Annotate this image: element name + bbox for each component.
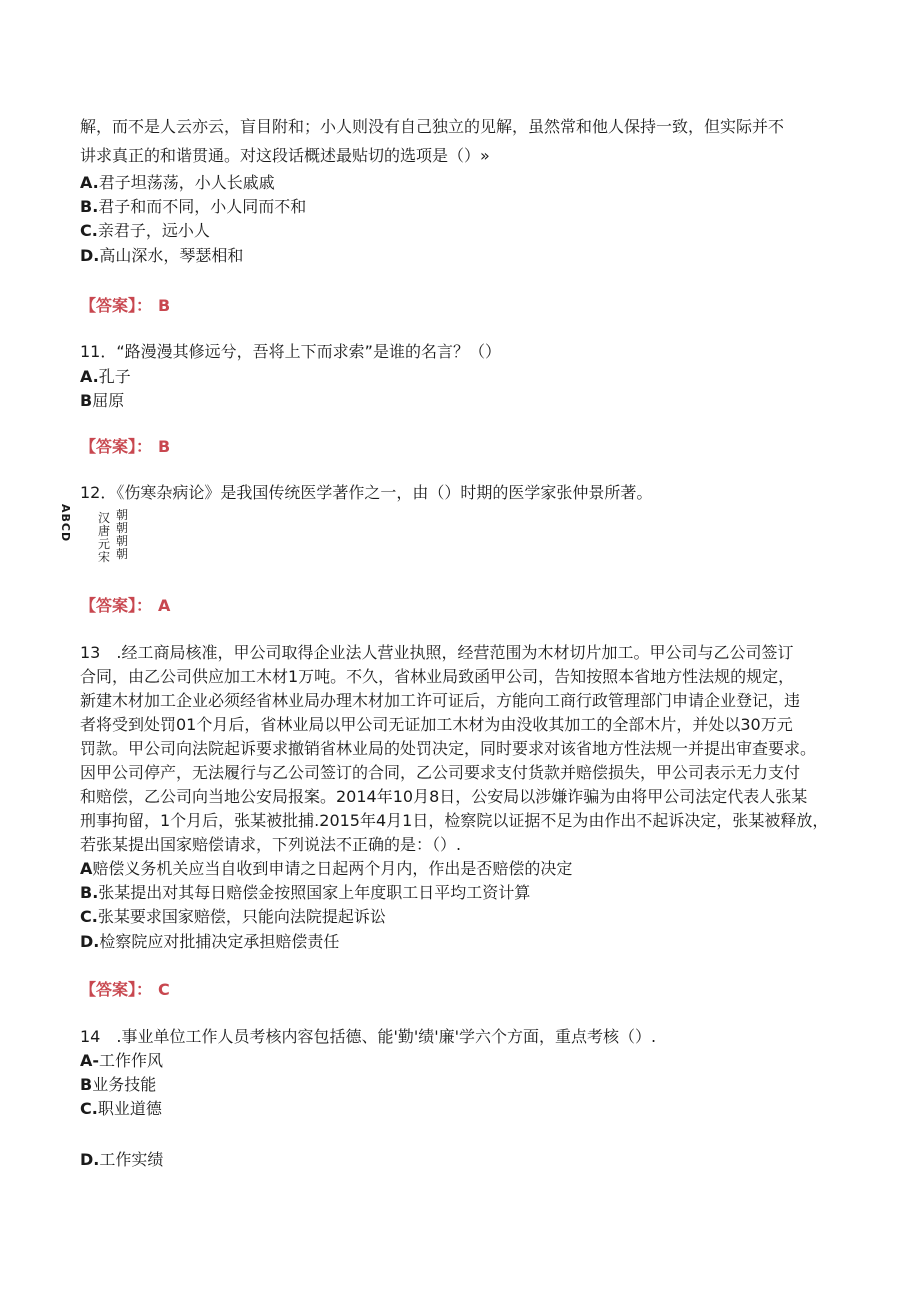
q11-option-b [80,390,840,412]
q10-option-d [80,245,840,267]
q13-answer [80,979,170,1001]
q13-stem-line5: 罚款。甲公司向法院起诉要求撤销省林业局的处罚决定，同时要求对该省地方性法规一并提出审查要求。 [80,739,817,758]
q14-option-d [80,1149,840,1171]
option-key: B [80,391,93,410]
q13-stem-line9: 若张某提出国家赔偿请求，下列说法不正确的是：（）. [80,835,462,854]
option-key: B. [80,883,99,902]
option-key: A. [80,173,99,192]
q12-option-b-text: 唐 [98,524,111,538]
q10-option-c [80,220,840,242]
q12-option-d-text: 宋 [98,550,111,564]
q13-stem-line6: 因甲公司停产，无法履行与乙公司签订的合同，乙公司要求支付货款并赔偿损失，甲公司表示无力支付 [80,763,801,782]
q12-option-keys: ABCD [59,504,72,543]
option-text: 孔子 [98,367,131,386]
option-text: 工作作风 [99,1051,164,1070]
q13-option-a [80,858,840,880]
option-text: 赔偿义务机关应当自收到申请之日起两个月内，作出是否赔偿的决定 [92,859,573,878]
q12-answer [80,595,170,617]
q11-stem: 11．“路漫漫其修远兮，吾将上下而求索”是谁的名言？（） [80,342,501,361]
q10-stem-line1: 解，而不是人云亦云，盲目附和；小人则没有自己独立的见解，虽然常和他人保持一致，但实际并不 [80,117,785,136]
q13-stem-line2: 合同，由乙公司供应加工木材1万吨。不久，省林业局致函甲公司，告知按照本省地方性法规的规定， [80,667,795,686]
option-text: 张某提出对其每日赔偿金按照国家上年度职工日平均工资计算 [98,883,531,902]
option-key: D. [80,246,100,265]
q12-stem: 12．《伤寒杂病论》是我国传统医学著作之一，由（）时期的医学家张仲景所著。 [80,483,653,502]
q11-answer [80,436,170,458]
option-text: 君子坦荡荡，小人长戚戚 [98,173,275,192]
answer-label: 【答案】： [80,980,153,999]
q12-option-c-suffix: 朝 [116,534,129,548]
option-text: 工作实绩 [99,1150,164,1169]
answer-letter: C [158,980,170,999]
option-key: B [80,1075,93,1094]
q12-option-a-text: 汉 [98,511,111,525]
option-text: 检察院应对批捕决定承担赔偿责任 [99,932,340,951]
q10-option-a [80,172,840,194]
option-key: C. [80,1099,98,1118]
answer-label: 【答案】： [80,437,153,456]
option-key: D. [80,1150,100,1169]
q12-option-b-suffix: 朝 [116,521,129,535]
q12-option-a-suffix: 朝 [116,508,129,522]
q13-stem-line7: 和赔偿，乙公司向当地公安局报案。2014年10月8日，公安局以涉嫌诈骗为由将甲公司法定代表人张某 [80,787,808,806]
q12-option-d-suffix: 朝 [116,547,129,561]
q13-option-c [80,906,840,928]
q12-option-c-text: 元 [98,537,111,551]
option-key: C. [80,907,98,926]
q10-answer [80,295,170,317]
option-text: 君子和而不同，小人同而不和 [98,197,307,216]
option-key: C. [80,221,98,240]
q13-stem-line3: 新建木材加工企业必须经省林业局办理木材加工许可证后，方能向工商行政管理部门申请企业登记，违 [80,691,801,710]
option-text: 业务技能 [92,1075,157,1094]
option-text: 职业道德 [97,1099,162,1118]
q10-option-b [80,196,840,218]
q13-stem-line1: 13 .经工商局核准，甲公司取得企业法人营业执照，经营范围为木材切片加工。甲公司与乙公司签订 [80,643,794,662]
q12-options-col1 [98,512,110,564]
answer-letter: B [158,296,171,315]
option-text: 亲君子，远小人 [97,221,210,240]
q13-option-d [80,931,840,953]
answer-letter: B [158,437,171,456]
option-text: 张某要求国家赔偿，只能向法院提起诉讼 [97,907,386,926]
option-key: D. [80,932,100,951]
q13-stem-line4: 者将受到处罚01个月后，省林业局以甲公司无证加工木材为由没收其加工的全部木片，并处以30万元 [80,715,793,734]
option-text: 屈原 [92,391,125,410]
option-text: 高山深水，琴瑟相和 [99,246,244,265]
answer-label: 【答案】： [80,596,153,615]
q14-option-a [80,1050,840,1072]
q12-options-col2 [116,509,128,561]
option-key: A [80,859,93,878]
answer-label: 【答案】： [80,296,153,315]
option-key: A- [80,1051,100,1070]
answer-letter: A [158,596,171,615]
option-key: A. [80,367,99,386]
q11-option-a [80,366,840,388]
q13-option-b [80,882,840,904]
q14-option-c [80,1098,840,1120]
q14-stem: 14 .事业单位工作人员考核内容包括德、能'勤'绩'廉'学六个方面，重点考核（）. [80,1027,657,1046]
q10-stem-line2: 讲求真正的和谐贯通。对这段话概述最贴切的选项是（）» [80,146,490,165]
option-key: B. [80,197,99,216]
q14-option-b [80,1074,840,1096]
q13-stem-line8: 刑事拘留，1个月后，张某被批捕.2015年4月1日，检察院以证据不足为由作出不起诉决定，张某被释放， [80,811,829,830]
